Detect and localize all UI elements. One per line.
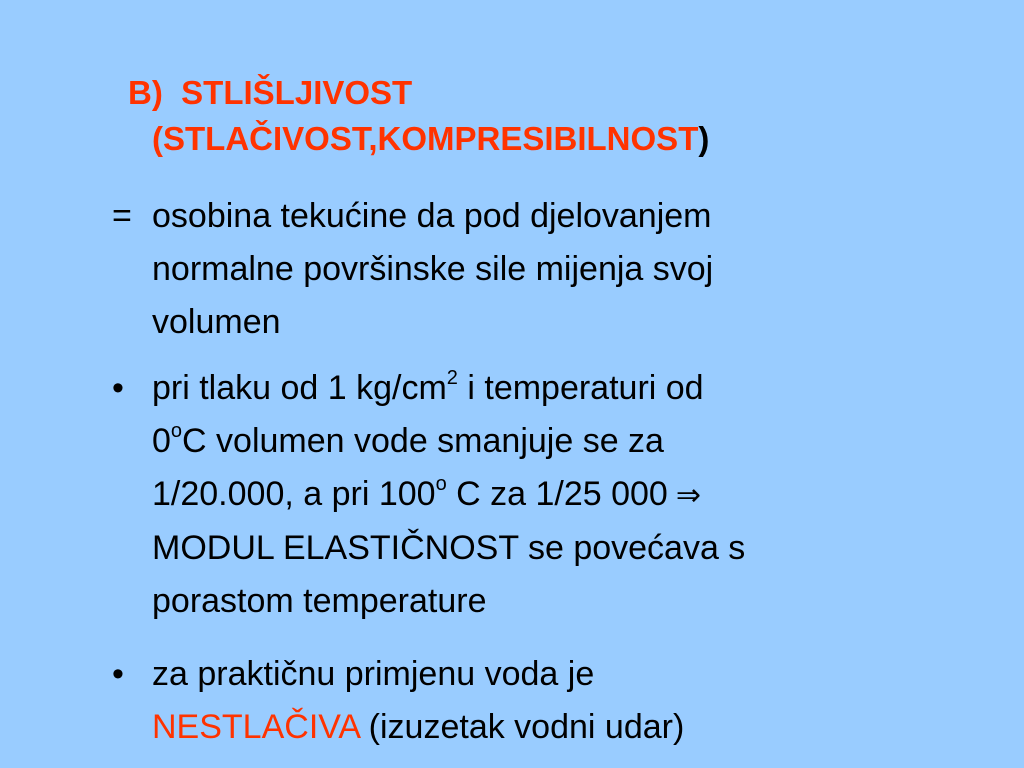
definition-paragraph (112, 190, 992, 349)
definition-line-3: volumen (152, 303, 281, 341)
bullet-1-text-h: porastom temperature (152, 582, 487, 620)
heading-closing-paren: ) (698, 120, 710, 157)
bullet-1-text-a: pri tlaku od 1 kg/cm (152, 369, 447, 407)
heading-subtitle: (STLAČIVOST,KOMPRESIBILNOST (152, 120, 699, 157)
heading-line-1 (128, 74, 412, 111)
heading-title: STLIŠLJIVOST (181, 74, 413, 111)
bullet-2-line-1: za praktičnu primjenu voda je (152, 655, 595, 693)
bullet-marker: • (112, 369, 124, 407)
bullet-1-body (112, 362, 992, 628)
definition-body (112, 190, 992, 349)
superscript-2: 2 (446, 367, 458, 389)
definition-line-2: normalne površinske sile mijenja svoj (152, 250, 714, 288)
bullet-1-text-b: i temperaturi od (457, 369, 704, 407)
heading-prefix: B) (128, 74, 163, 111)
degree-superscript: o (435, 473, 447, 495)
implies-arrow-icon: ⇒ (675, 478, 701, 513)
degree-superscript: o (170, 420, 183, 442)
definition-line-1: osobina tekućine da pod djelovanjem (152, 197, 712, 235)
equals-marker: = (112, 197, 132, 235)
heading-line-2 (128, 116, 988, 162)
bullet-2-rest: (izuzetak vodni udar) (359, 708, 685, 746)
nestlaciva-highlight: NESTLAČIVA (152, 708, 360, 746)
bullet-1-text-f: C za 1/25 000 (446, 475, 668, 513)
bullet-marker: • (112, 655, 124, 693)
bullet-1-text-e: 1/20.000, a pri 100 (152, 475, 436, 513)
bullet-item-1 (112, 362, 992, 628)
bullet-1-text-g: MODUL ELASTIČNOST se povećava s (152, 529, 746, 567)
bullet-item-2 (112, 648, 992, 754)
bullet-2-body (112, 648, 992, 754)
slide-heading (128, 70, 988, 162)
bullet-1-text-c: 0 (152, 422, 171, 460)
bullet-1-text-d: C volumen vode smanjuje se za (182, 422, 664, 460)
